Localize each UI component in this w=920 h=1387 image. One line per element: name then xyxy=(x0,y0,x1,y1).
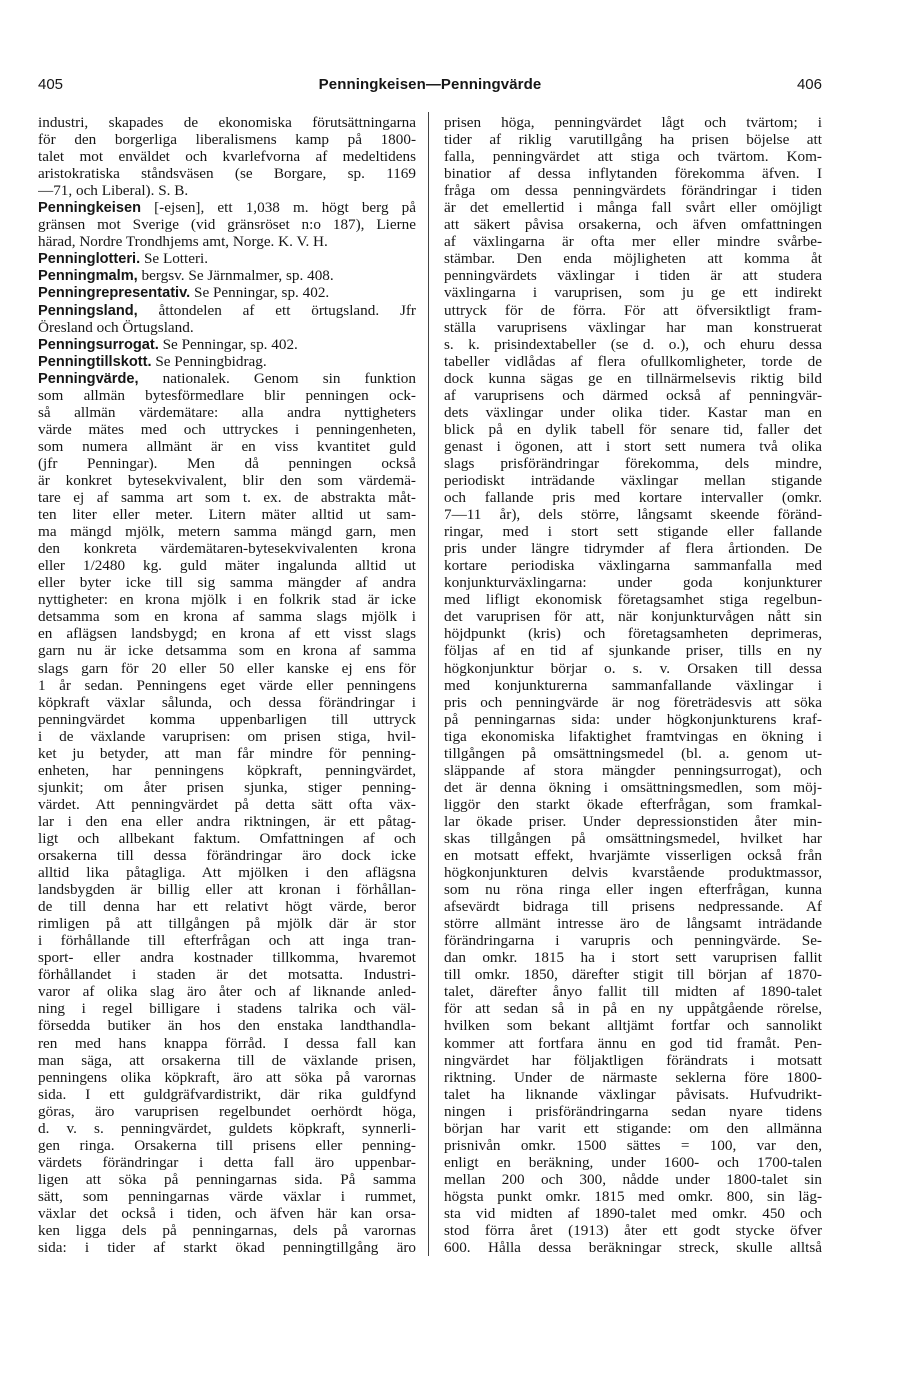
text-line: tillgången på omsättningsmedel (bl. a. genom ut- xyxy=(444,744,822,762)
text-line: ken ligga dels på penningarnas, dels på varornas xyxy=(38,1222,416,1240)
text-line: Penningkeisen [-ejsen], ett 1,038 m. högt berg på xyxy=(38,199,416,217)
text-line: härad, Nordre Trondhjems amt, Norge. K. V. H. xyxy=(38,233,328,251)
page-number-right: 406 xyxy=(796,76,822,93)
text-line: talet mot enväldet och kvarlefvorna af medeltidens xyxy=(38,148,416,166)
entry-headword: Penningmalm, xyxy=(38,268,138,285)
text-line: början har varit ett stigande: om den allmänna xyxy=(444,1119,822,1137)
text-line: kommer att fortfara ännu en god tid framåt. Pen- xyxy=(444,1034,822,1052)
text-line: af varuprisens och därmed också af penningvär- xyxy=(444,386,822,404)
text-line: genast i ögonen, att i stort sett numera två olika xyxy=(444,437,822,455)
text-line: förhållandet i staden är det motsatta. Industri- xyxy=(38,966,416,984)
text-line: pris under längre tidrymder af flera årtionden. De xyxy=(444,540,822,558)
text-line: ket ju betyder, att man får mindre för penning- xyxy=(38,744,416,762)
text-line: pris och penningvärde är nog företrädesvis att söka xyxy=(444,693,822,711)
text-line: i de växlande varuprisen: om prisen stiga, hvil- xyxy=(38,727,416,745)
text-line: Öresland och Örtugsland. xyxy=(38,318,194,336)
text-line: värdets förändringar i detta fall äro uppenbar- xyxy=(38,1153,416,1171)
text-line: Penningtillskott. Se Penningbidrag. xyxy=(38,352,267,370)
text-line: följas af en tid af sjunkande priser, tills en ny xyxy=(444,642,822,660)
text-line: kortare periodiska växlingarna sammanfalla med xyxy=(444,557,822,575)
text-line: detsamma som en krona af samma slags mjölk i xyxy=(38,608,416,626)
left-text-column xyxy=(38,114,416,1256)
text-line: som numera allmänt är en viss kvantitet guld xyxy=(38,437,416,455)
text-line: i förhållande till efterfrågan och att inga tran- xyxy=(38,932,416,950)
text-line: ningvärdet har följaktligen förändrats i motsatt xyxy=(444,1051,822,1069)
text-line: landsbygden är billig eller att kronan i förhållan- xyxy=(38,881,416,899)
text-line: högkonjunktur börjar o. s. v. Orsaken till dessa xyxy=(444,659,822,677)
text-line: afsevärdt bidraga till prisens nedpressande. Af xyxy=(444,898,822,916)
text-line: försedda butiker än hos den enstaka landthandla- xyxy=(38,1017,416,1035)
text-line: varor af olika slag äro åter och af liknande anled- xyxy=(38,983,416,1001)
running-title: Penningkeisen—Penningvärde xyxy=(318,76,542,93)
text-line: enligt en beräkning, under 1600- och 1700-talen xyxy=(444,1153,822,1171)
entry-headword: Penningsurrogat. xyxy=(38,336,159,353)
entry-headword: Penningvärde, xyxy=(38,370,139,387)
text-line: ren med hans knappa förråd. I dessa fall kan xyxy=(38,1034,416,1052)
text-line: hvilken som bekant alltjämt fortfar och sannolikt xyxy=(444,1017,822,1035)
text-line: det varuprisen för att, när konjunkturvågen nått sin xyxy=(444,608,822,626)
text-line: mellan 200 och 300, nådde under 1800-talet sin xyxy=(444,1170,822,1188)
text-line: värde mätes med och uttryckes i penningenheten, xyxy=(38,420,416,438)
text-line: de till denna har ett relativt högt värde, beror xyxy=(38,898,416,916)
text-line: släppande af stora mängder penningsurrogat), och xyxy=(444,761,822,779)
text-line: göras, äro varuprisen regelbundet oerhördt höga, xyxy=(38,1102,416,1120)
text-line: af växlingarna är ofta mer eller mindre svårbe- xyxy=(444,233,822,251)
text-line: tare ej af samma art som t. ex. de abstrakta måt- xyxy=(38,489,416,507)
text-line: prisnivån omkr. 1500 sättes = 100, var den, xyxy=(444,1136,822,1154)
text-line: uttryck för de förra. För att öfversiktligt fram- xyxy=(444,301,822,319)
text-line: så allmän värdemätare: alla andra nyttigheters xyxy=(38,403,416,421)
text-line: enheten, har penningens köpkraft, penningvärdet, xyxy=(38,761,416,779)
text-line: högsta punkt omkr. 1815 med omkr. 800, sin läg- xyxy=(444,1187,822,1205)
text-line: lar ökade priser. Under depressionstiden åter min- xyxy=(444,812,822,830)
text-line: ningen i prisförändringarna sedan nyare tidens xyxy=(444,1102,822,1120)
text-line: —71, och Liberal). S. B. xyxy=(38,182,189,200)
text-line: slags prisförändringar förekomma, dels mindre, xyxy=(444,454,822,472)
text-line: Penninglotteri. Se Lotteri. xyxy=(38,250,209,268)
text-line: liggör den starkt ökade efterfrågan, som framkal- xyxy=(444,795,822,813)
text-line: gränsen mot Sverige (vid gränsröset n:o 187), Lierne xyxy=(38,216,416,234)
text-line: en motsatt effekt, hvarjämte visserligen också från xyxy=(444,847,822,865)
text-line: falla, penningvärdet att stiga och tvärtom. Kom- xyxy=(444,148,822,166)
text-line: Penningsurrogat. Se Penningar, sp. 402. xyxy=(38,335,298,353)
entry-headword: Penningrepresentativ. xyxy=(38,285,191,302)
text-line: dock kunna sägas ge en tillnärmelsevis riktig bild xyxy=(444,369,822,387)
text-line: stämbar. Den enda möjligheten att komma åt xyxy=(444,250,822,268)
text-line: är konkret bytesekvivalent, blir den som värdemä- xyxy=(38,471,416,489)
text-line: ringar, med i stort sett stigande eller fallande xyxy=(444,523,822,541)
text-line: som nu röna ringa eller ingen efterfrågan, kunna xyxy=(444,881,822,899)
text-line: på penningarnas sida: under högkonjunkturens kraf- xyxy=(444,710,822,728)
text-line: höjdpunkt (kris) och företagsamheten deprimeras, xyxy=(444,625,822,643)
text-line: tiga ekonomiska lifaktighet framtvingas en ökning i xyxy=(444,727,822,745)
text-line: med konjunkturerna sammanfallande växlingar i xyxy=(444,676,822,694)
text-line: garn nu är icke detsamma som en krona af samma xyxy=(38,642,416,660)
text-line: eller 1/2480 kg. guld mäter ingalunda alltid ut xyxy=(38,557,416,575)
text-line: penningvärdet komma uppenbarligen till uttryck xyxy=(38,710,416,728)
text-line: som allmän bytesförmedlare blir penningen ock- xyxy=(38,386,416,404)
text-line: periodiskt inträdande växlingar mellan stigande xyxy=(444,471,822,489)
text-line: köpkraft växlar sålunda, och dessa förändringar i xyxy=(38,693,416,711)
entry-headword: Penningtillskott. xyxy=(38,353,152,370)
entry-headword: Penninglotteri. xyxy=(38,251,141,268)
page-number-left: 405 xyxy=(38,76,64,93)
text-line: industri, skapades de ekonomiska förutsättningarna xyxy=(38,114,416,131)
text-line: för den borgerliga liberalismens kamp på 1800- xyxy=(38,131,416,149)
text-line: till omkr. 1850, därefter stigit till början af 1870- xyxy=(444,966,822,984)
text-line: s. k. prisindextabeller (se d. o.), och ehuru dessa xyxy=(444,335,822,353)
text-line: ning i regel billigare i stadens talrika och väl- xyxy=(38,1000,416,1018)
text-line: lar i den ena eller andra riktningen, är ett påtag- xyxy=(38,812,416,830)
text-line: konjunkturväxlingarna: under goda konjunkturer xyxy=(444,574,822,592)
text-line: sätt, som penningarnas värde växlar i rummet, xyxy=(38,1187,416,1205)
right-text-column xyxy=(444,114,822,1256)
text-line: sport- eller andra kostnader tillkomma, hvaremot xyxy=(38,949,416,967)
text-line: Penningrepresentativ. Se Penningar, sp. 402. xyxy=(38,284,330,302)
text-line: ligt och allbekant faktum. Omfattningen af och xyxy=(38,829,416,847)
text-line: för att sedan så in på en ny uppåtgående rörelse, xyxy=(444,1000,822,1018)
text-line: värdet. Att penningvärdet på detta sätt ofta väx- xyxy=(38,795,416,813)
text-line: stod förra året (1913) åter ett godt stycke öfver xyxy=(444,1222,822,1240)
text-line: dets växlingar under olika tider. Kastar man en xyxy=(444,403,822,421)
text-line: prisen höga, penningvärdet lågt och tvärtom; i xyxy=(444,114,822,131)
text-line: orsakerna till dessa förändringar äro dock icke xyxy=(38,847,416,865)
column-divider xyxy=(428,112,429,1256)
text-line: större allmänt intresse äro de långsamt inträdande xyxy=(444,915,822,933)
text-line: växlar det också i tiden, och äfven här kan orsa- xyxy=(38,1205,416,1222)
text-line: tider af riklig varutillgång ha prisen böjelse att xyxy=(444,131,822,149)
text-line: nyttigheter: en krona mjölk i en folkrik stad är icke xyxy=(38,591,416,609)
text-line: att säkert påvisa orsakerna, och äfven omfattningen xyxy=(444,216,822,234)
text-line: är det emellertid i många fall svårt eller omöjligt xyxy=(444,199,822,217)
text-line: sta vid midten af 1890-talet med omkr. 450 och xyxy=(444,1205,822,1222)
text-line: eller byter icke till sig samma mängder af andra xyxy=(38,574,416,592)
text-line: alltid lika påtagliga. Att mjölken i den aflägsna xyxy=(38,864,416,882)
text-line: det är denna ökning i omsättningsmedlen, som möj- xyxy=(444,778,822,796)
text-line: ställa varuprisens växlingar har man konstruerat xyxy=(444,318,822,336)
text-line: d. v. s. penningvärdet, guldets köpkraft, synnerli- xyxy=(38,1119,416,1137)
text-line: blick på en dylik tabell för senare tid, faller det xyxy=(444,420,822,438)
text-line: penningens olika köpkraft, äro att söka på varornas xyxy=(38,1068,416,1086)
text-line: (jfr Penningar). Men då penningen också xyxy=(38,454,416,472)
text-line: sida: i tider af starkt ökad penningtillgång äro xyxy=(38,1239,416,1257)
text-line: växlingarna i varuprisen, som ju ge ett indirekt xyxy=(444,284,822,302)
text-line: sida. I ett guldgräfvardistrikt, där rika guldfynd xyxy=(38,1085,416,1103)
text-line: ma mängd mjölk, metern samma mängd garn, men xyxy=(38,523,416,541)
text-line: fråga om dessa penningvärdets förändringar i tiden xyxy=(444,182,822,200)
text-line: Penningsland, åttondelen af ett örtugsland. Jfr xyxy=(38,301,416,319)
text-line: rimligen på att tillgången på mjölk där är stor xyxy=(38,915,416,933)
text-line: högkonjunkturen delvis kvarstående produktmassor, xyxy=(444,864,822,882)
text-line: skas tillgången på omsättningsmedel, hvilket har xyxy=(444,829,822,847)
page-header xyxy=(38,76,822,98)
text-line: aristokratiska ståndsväsen (se Borgare, sp. 1169 xyxy=(38,165,416,183)
text-line: 600. Hålla dessa beräkningar streck, skulle alltså xyxy=(444,1239,822,1257)
text-line: den konkreta värdemätaren-bytesekvivalenten krona xyxy=(38,540,416,558)
text-line: Penningmalm, bergsv. Se Järnmalmer, sp. 408. xyxy=(38,267,334,285)
text-line: binatior af dessa inflytanden förekomma äfven. I xyxy=(444,165,822,183)
text-line: sjunkit; om åter prisen sjunka, stiger penning- xyxy=(38,778,416,796)
text-line: med lifligt ekonomisk företagsamhet stiga regelbun- xyxy=(444,591,822,609)
text-line: man säga, att orsakerna till de växlande prisen, xyxy=(38,1051,416,1069)
text-line: ten liter eller meter. Litern mäter alltid ut sam- xyxy=(38,506,416,524)
text-line: dan omkr. 1815 ha i stort sett varuprisen fallit xyxy=(444,949,822,967)
entry-headword: Penningsland, xyxy=(38,302,138,319)
text-line: och fallande pris med kortare intervaller (omkr. xyxy=(444,489,822,507)
text-line: penningvärdets växlingar i tiden är att studera xyxy=(444,267,822,285)
text-line: 1 år sedan. Penningens eget värde eller penningens xyxy=(38,676,416,694)
text-line: ligen att söka på penningarnas sida. På samma xyxy=(38,1170,416,1188)
text-line: riktning. Under de närmaste seklerna före 1800- xyxy=(444,1068,822,1086)
text-line: talet, därefter ånyo fallit till midten af 1890-talet xyxy=(444,983,822,1001)
text-line: gen ringa. Orsakerna till prisens eller penning- xyxy=(38,1136,416,1154)
text-line: Penningvärde, nationalek. Genom sin funktion xyxy=(38,369,416,387)
text-line: slags garn för 20 eller 50 eller kanske ej ens för xyxy=(38,659,416,677)
entry-headword: Penningkeisen xyxy=(38,200,141,217)
text-line: en aflägsen landsbygd; en krona af ett visst slags xyxy=(38,625,416,643)
text-line: talet ha liknande växlingar påvisats. Hufvudrikt- xyxy=(444,1085,822,1103)
text-line: 7—11 år), dels större, långsamt skeende föränd- xyxy=(444,506,822,524)
text-line: förändringarna i varupris och penningvärde. Se- xyxy=(444,932,822,950)
text-line: tabeller vidlådas af flera ofullkomligheter, torde de xyxy=(444,352,822,370)
